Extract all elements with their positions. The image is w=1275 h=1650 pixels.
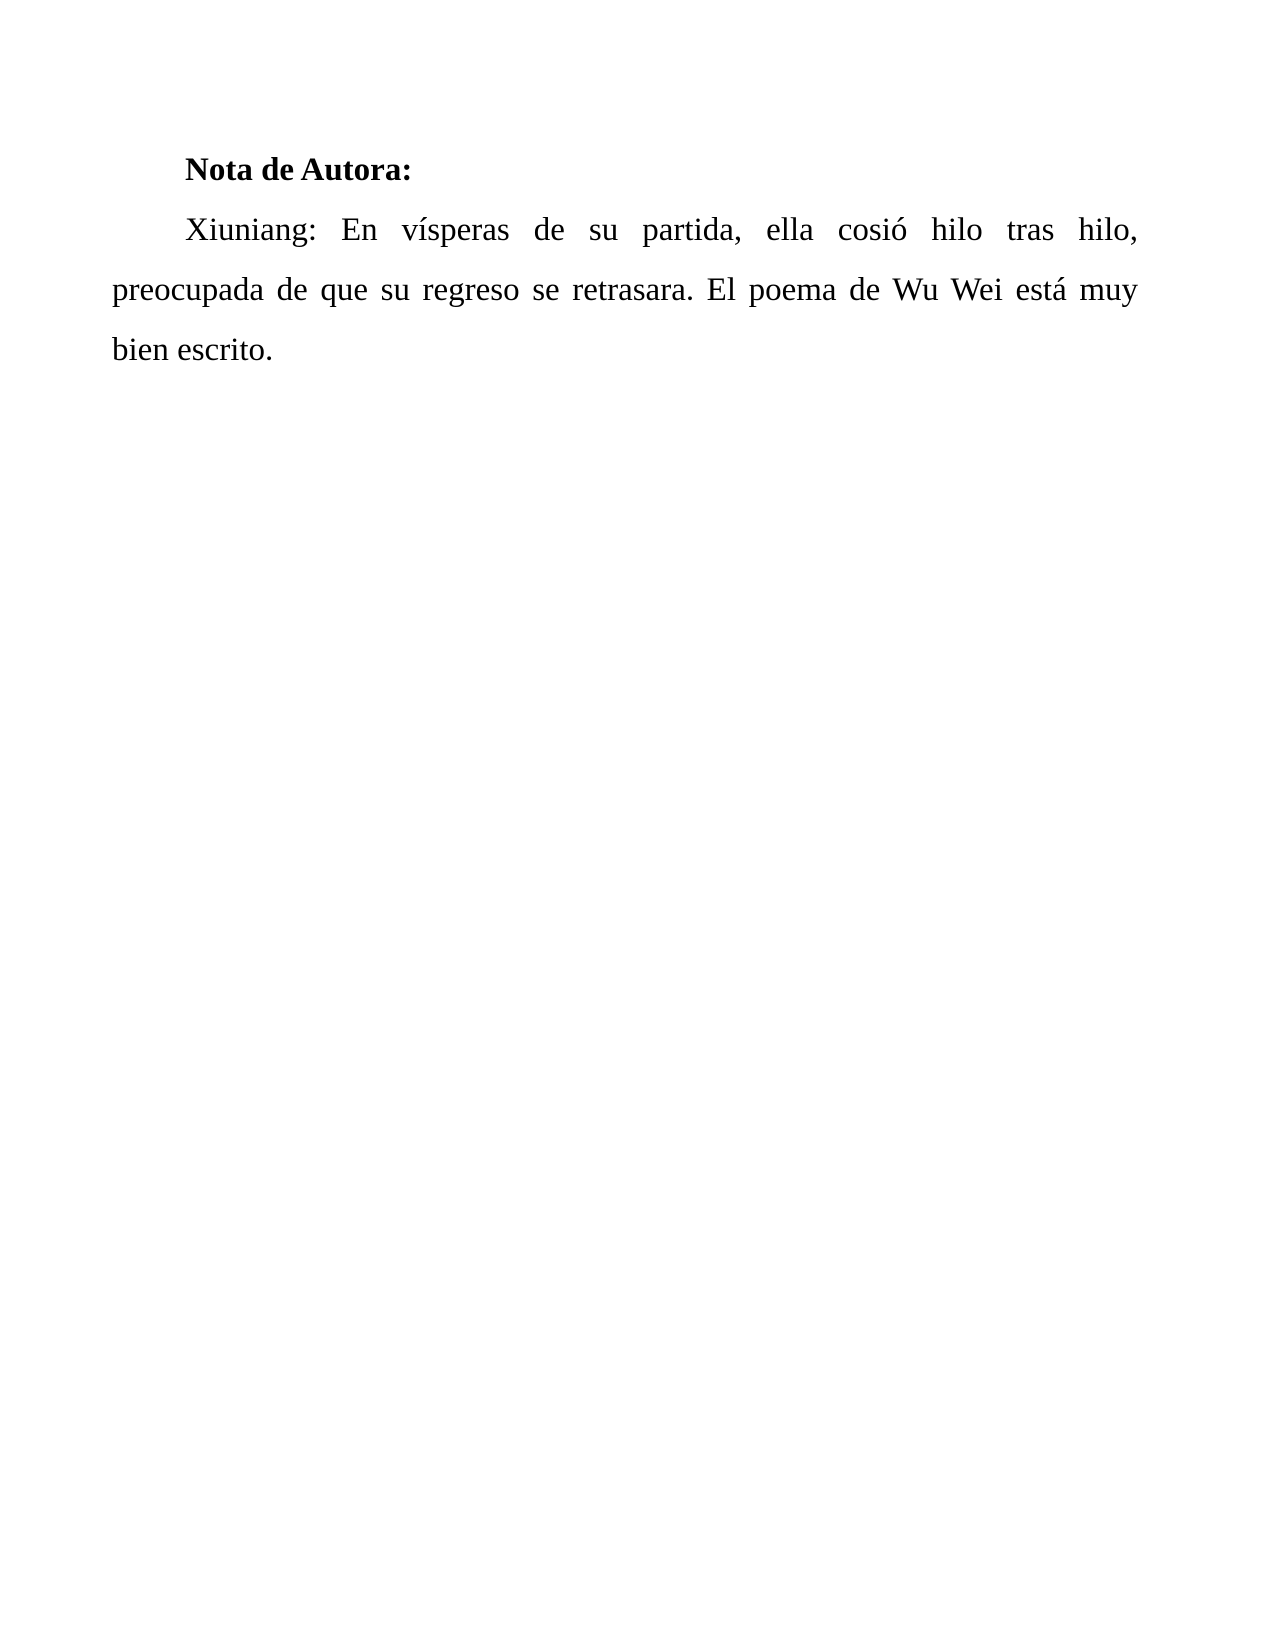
author-note-paragraph: Xiuniang: En vísperas de su partida, ella cosió hilo tras hilo, preocupada de que su regreso se retrasara. El poema de Wu Wei está muy bien escrito. <box>112 212 1138 368</box>
page-content <box>112 140 1138 380</box>
author-note-heading: Nota de Autora: <box>185 152 413 188</box>
